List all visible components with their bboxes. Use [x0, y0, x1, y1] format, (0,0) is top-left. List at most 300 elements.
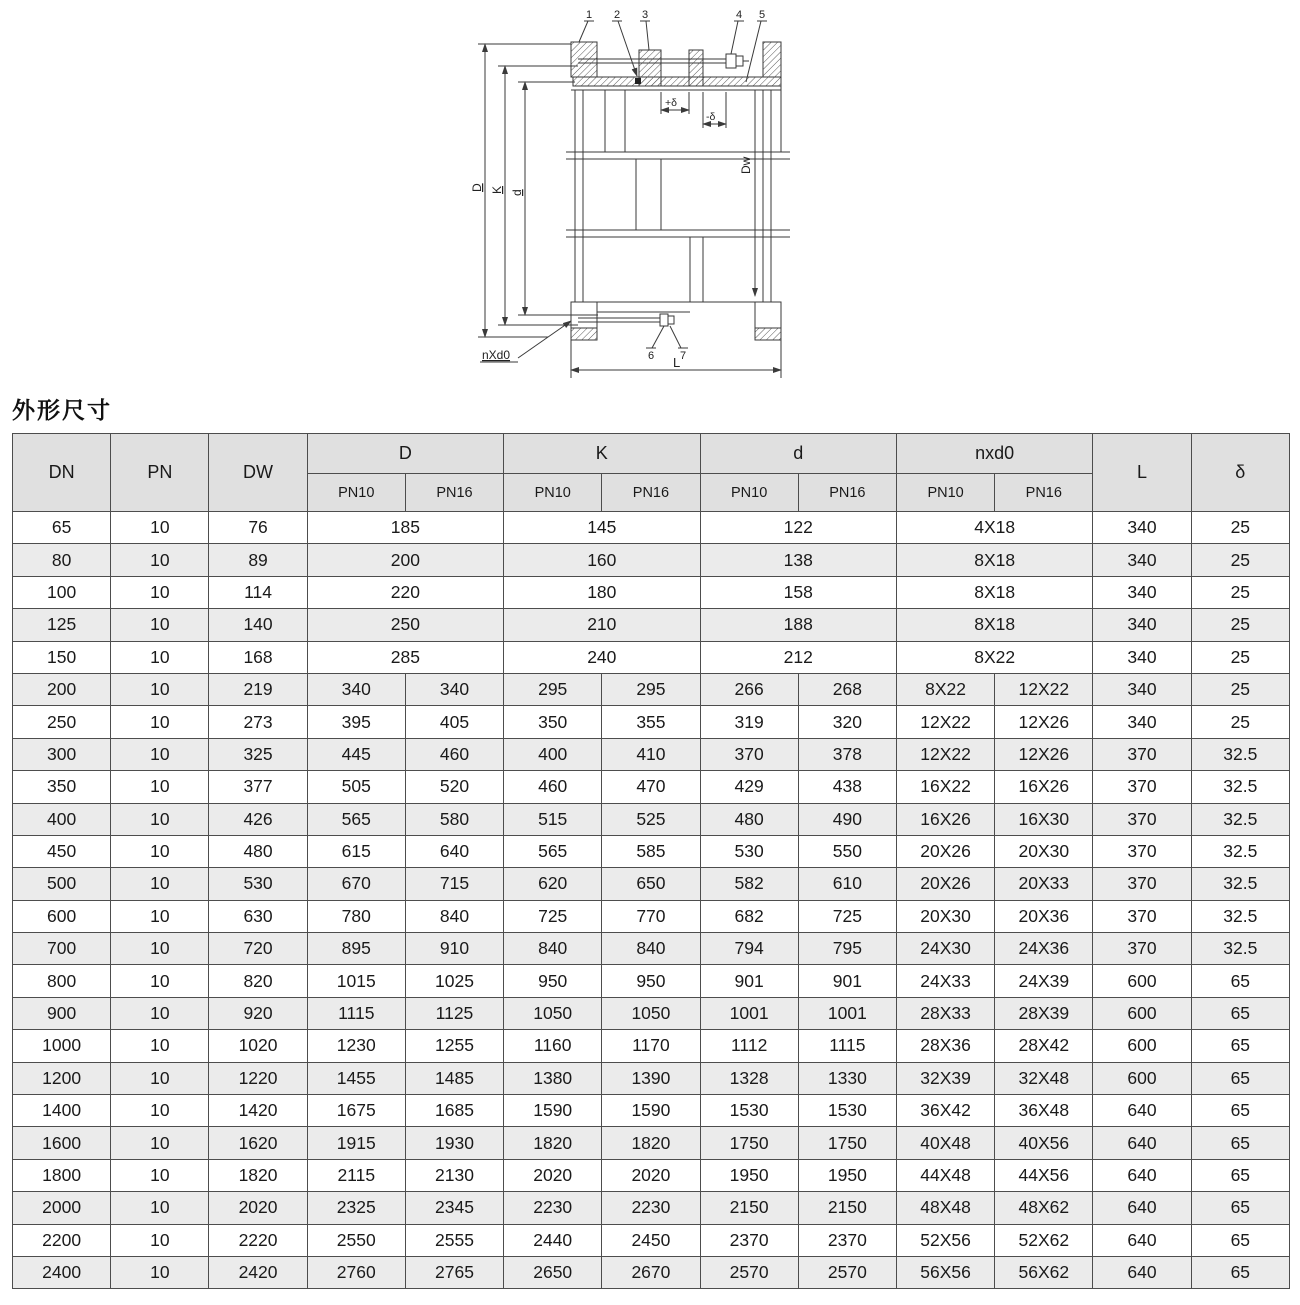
table-row — [13, 997, 1290, 1029]
table-cell: 794 — [700, 933, 798, 965]
table-cell: 1750 — [798, 1127, 896, 1159]
table-cell: 65 — [1191, 1062, 1289, 1094]
table-cell: 65 — [1191, 1256, 1289, 1288]
table-cell: 76 — [209, 512, 307, 544]
table-cell: 12X22 — [995, 673, 1093, 705]
table-cell: 725 — [798, 900, 896, 932]
table-cell: 2570 — [700, 1256, 798, 1288]
table-cell: 65 — [1191, 1030, 1289, 1062]
table-cell: 1950 — [700, 1159, 798, 1191]
dim-label-plus-delta: +δ — [665, 97, 677, 109]
table-row — [13, 868, 1290, 900]
table-cell: 395 — [307, 706, 405, 738]
table-cell: 530 — [700, 835, 798, 867]
table-cell: 325 — [209, 738, 307, 770]
table-cell: 40X56 — [995, 1127, 1093, 1159]
table-cell: 185 — [307, 512, 503, 544]
table-cell: 450 — [13, 835, 111, 867]
table-cell: 320 — [798, 706, 896, 738]
table-cell: 950 — [602, 965, 700, 997]
table-cell: 52X56 — [896, 1224, 994, 1256]
table-cell: 370 — [1093, 835, 1191, 867]
table-row — [13, 803, 1290, 835]
table-cell: 2420 — [209, 1256, 307, 1288]
table-cell: 8X18 — [896, 544, 1092, 576]
table-cell: 340 — [307, 673, 405, 705]
table-cell: 25 — [1191, 641, 1289, 673]
table-cell: 140 — [209, 609, 307, 641]
callout-7: 7 — [680, 350, 687, 362]
table-cell: 52X62 — [995, 1224, 1093, 1256]
table-cell: 410 — [602, 738, 700, 770]
table-cell: 340 — [1093, 673, 1191, 705]
table-cell: 20X26 — [896, 868, 994, 900]
table-cell: 16X26 — [896, 803, 994, 835]
table-cell: 1620 — [209, 1127, 307, 1159]
table-cell: 600 — [13, 900, 111, 932]
table-cell: 1328 — [700, 1062, 798, 1094]
table-cell: 8X22 — [896, 673, 994, 705]
table-cell: 20X30 — [896, 900, 994, 932]
table-cell: 10 — [111, 1030, 209, 1062]
table-cell: 490 — [798, 803, 896, 835]
table-cell: 1255 — [405, 1030, 503, 1062]
table-cell: 910 — [405, 933, 503, 965]
table-row — [13, 1224, 1290, 1256]
sub-header-pn10: PN10 — [307, 474, 405, 512]
col-header-dw: DW — [209, 434, 307, 512]
table-row — [13, 900, 1290, 932]
table-cell: 640 — [1093, 1159, 1191, 1191]
table-cell: 840 — [405, 900, 503, 932]
table-cell: 20X26 — [896, 835, 994, 867]
dim-label-d: d — [510, 189, 524, 196]
table-cell: 210 — [504, 609, 700, 641]
pipe-body — [566, 77, 790, 302]
col-header-nxd0: nxd0 — [896, 434, 1092, 474]
table-cell: 20X36 — [995, 900, 1093, 932]
table-row — [13, 1192, 1290, 1224]
table-cell: 32.5 — [1191, 835, 1289, 867]
callout-5: 5 — [759, 9, 766, 21]
table-cell: 12X22 — [896, 706, 994, 738]
table-cell: 32.5 — [1191, 803, 1289, 835]
table-row — [13, 1127, 1290, 1159]
table-cell: 640 — [1093, 1256, 1191, 1288]
expansion-joint-section-drawing — [438, 6, 820, 396]
table-cell: 480 — [209, 835, 307, 867]
table-row — [13, 576, 1290, 608]
table-cell: 2400 — [13, 1256, 111, 1288]
table-cell: 715 — [405, 868, 503, 900]
table-cell: 780 — [307, 900, 405, 932]
table-cell: 1600 — [13, 1127, 111, 1159]
table-cell: 2115 — [307, 1159, 405, 1191]
table-cell: 460 — [504, 771, 602, 803]
table-cell: 600 — [1093, 997, 1191, 1029]
table-cell: 266 — [700, 673, 798, 705]
table-cell: 840 — [504, 933, 602, 965]
table-cell: 2650 — [504, 1256, 602, 1288]
table-cell: 10 — [111, 1127, 209, 1159]
table-cell: 24X36 — [995, 933, 1093, 965]
table-row — [13, 641, 1290, 673]
table-cell: 8X22 — [896, 641, 1092, 673]
table-cell: 682 — [700, 900, 798, 932]
table-cell: 295 — [602, 673, 700, 705]
table-cell: 795 — [798, 933, 896, 965]
table-cell: 2230 — [602, 1192, 700, 1224]
table-cell: 25 — [1191, 673, 1289, 705]
table-cell: 20X33 — [995, 868, 1093, 900]
table-cell: 65 — [1191, 997, 1289, 1029]
table-cell: 2325 — [307, 1192, 405, 1224]
table-cell: 640 — [1093, 1095, 1191, 1127]
table-cell: 32X48 — [995, 1062, 1093, 1094]
table-cell: 2370 — [700, 1224, 798, 1256]
table-cell: 582 — [700, 868, 798, 900]
table-cell: 405 — [405, 706, 503, 738]
table-cell: 585 — [602, 835, 700, 867]
table-cell: 1820 — [209, 1159, 307, 1191]
table-cell: 400 — [13, 803, 111, 835]
col-header-l: L — [1093, 434, 1191, 512]
table-cell: 10 — [111, 1159, 209, 1191]
table-cell: 340 — [1093, 706, 1191, 738]
table-cell: 250 — [307, 609, 503, 641]
table-cell: 370 — [1093, 900, 1191, 932]
table-cell: 160 — [504, 544, 700, 576]
callout-4: 4 — [736, 9, 743, 21]
table-cell: 2150 — [700, 1192, 798, 1224]
table-cell: 901 — [700, 965, 798, 997]
table-cell: 820 — [209, 965, 307, 997]
table-cell: 1750 — [700, 1127, 798, 1159]
table-cell: 2150 — [798, 1192, 896, 1224]
table-cell: 10 — [111, 1192, 209, 1224]
table-cell: 295 — [504, 673, 602, 705]
table-cell: 44X56 — [995, 1159, 1093, 1191]
table-cell: 1015 — [307, 965, 405, 997]
table-cell: 670 — [307, 868, 405, 900]
table-cell: 1675 — [307, 1095, 405, 1127]
table-cell: 28X42 — [995, 1030, 1093, 1062]
table-cell: 28X39 — [995, 997, 1093, 1029]
table-cell: 16X26 — [995, 771, 1093, 803]
table-cell: 65 — [1191, 1224, 1289, 1256]
table-cell: 150 — [13, 641, 111, 673]
sub-header-pn16: PN16 — [995, 474, 1093, 512]
col-header-delta: δ — [1191, 434, 1289, 512]
table-cell: 650 — [602, 868, 700, 900]
table-cell: 65 — [1191, 1095, 1289, 1127]
table-cell: 20X30 — [995, 835, 1093, 867]
table-cell: 920 — [209, 997, 307, 1029]
table-cell: 4X18 — [896, 512, 1092, 544]
table-cell: 36X48 — [995, 1095, 1093, 1127]
table-cell: 1950 — [798, 1159, 896, 1191]
sub-header-pn10: PN10 — [700, 474, 798, 512]
table-cell: 1115 — [798, 1030, 896, 1062]
table-cell: 25 — [1191, 576, 1289, 608]
table-cell: 525 — [602, 803, 700, 835]
table-row — [13, 1159, 1290, 1191]
table-cell: 12X26 — [995, 706, 1093, 738]
table-cell: 720 — [209, 933, 307, 965]
table-cell: 1050 — [602, 997, 700, 1029]
table-cell: 725 — [504, 900, 602, 932]
table-cell: 1915 — [307, 1127, 405, 1159]
table-cell: 2765 — [405, 1256, 503, 1288]
table-cell: 460 — [405, 738, 503, 770]
table-cell: 700 — [13, 933, 111, 965]
table-cell: 10 — [111, 1256, 209, 1288]
table-cell: 615 — [307, 835, 405, 867]
table-cell: 2220 — [209, 1224, 307, 1256]
table-cell: 1112 — [700, 1030, 798, 1062]
table-row — [13, 738, 1290, 770]
table-row — [13, 1095, 1290, 1127]
table-cell: 470 — [602, 771, 700, 803]
table-cell: 10 — [111, 706, 209, 738]
table-cell: 520 — [405, 771, 503, 803]
table-cell: 16X30 — [995, 803, 1093, 835]
table-cell: 10 — [111, 1224, 209, 1256]
dim-label-Dw: Dw — [739, 156, 753, 174]
table-cell: 89 — [209, 544, 307, 576]
table-cell: 10 — [111, 576, 209, 608]
table-cell: 44X48 — [896, 1159, 994, 1191]
callout-1: 1 — [586, 9, 593, 21]
table-cell: 505 — [307, 771, 405, 803]
table-cell: 1001 — [700, 997, 798, 1029]
table-cell: 65 — [13, 512, 111, 544]
table-cell: 25 — [1191, 512, 1289, 544]
table-cell: 10 — [111, 900, 209, 932]
col-header-d-inner: d — [700, 434, 896, 474]
table-cell: 370 — [1093, 738, 1191, 770]
table-cell: 24X39 — [995, 965, 1093, 997]
table-cell: 36X42 — [896, 1095, 994, 1127]
table-cell: 630 — [209, 900, 307, 932]
table-row — [13, 673, 1290, 705]
table-cell: 250 — [13, 706, 111, 738]
table-cell: 32.5 — [1191, 771, 1289, 803]
table-cell: 901 — [798, 965, 896, 997]
table-cell: 640 — [1093, 1192, 1191, 1224]
table-row — [13, 512, 1290, 544]
table-cell: 48X48 — [896, 1192, 994, 1224]
sub-header-pn16: PN16 — [405, 474, 503, 512]
table-cell: 240 — [504, 641, 700, 673]
table-cell: 10 — [111, 673, 209, 705]
table-cell: 2570 — [798, 1256, 896, 1288]
col-header-dn: DN — [13, 434, 111, 512]
dim-label-minus-delta: -δ — [706, 111, 716, 123]
sub-header-pn10: PN10 — [504, 474, 602, 512]
table-row — [13, 1256, 1290, 1288]
table-row — [13, 544, 1290, 576]
table-cell: 565 — [504, 835, 602, 867]
table-cell: 640 — [405, 835, 503, 867]
page-title: 外形尺寸 — [12, 397, 112, 423]
table-cell: 10 — [111, 997, 209, 1029]
table-cell: 138 — [700, 544, 896, 576]
table-cell: 285 — [307, 641, 503, 673]
table-cell: 268 — [798, 673, 896, 705]
table-cell: 100 — [13, 576, 111, 608]
table-cell: 2020 — [504, 1159, 602, 1191]
table-cell: 340 — [1093, 609, 1191, 641]
table-cell: 350 — [504, 706, 602, 738]
dim-label-nxd0: nXd0 — [482, 348, 511, 362]
table-cell: 1820 — [504, 1127, 602, 1159]
table-cell: 1530 — [700, 1095, 798, 1127]
table-cell: 565 — [307, 803, 405, 835]
table-cell: 895 — [307, 933, 405, 965]
table-cell: 1390 — [602, 1062, 700, 1094]
table-cell: 16X22 — [896, 771, 994, 803]
table-cell: 32.5 — [1191, 900, 1289, 932]
table-cell: 32X39 — [896, 1062, 994, 1094]
table-row — [13, 609, 1290, 641]
callout-3: 3 — [642, 9, 649, 21]
table-cell: 340 — [1093, 576, 1191, 608]
table-cell: 12X22 — [896, 738, 994, 770]
dimension-table-wrap — [12, 433, 1290, 1289]
table-cell: 319 — [700, 706, 798, 738]
dim-label-L: L — [673, 355, 681, 370]
callout-leaders — [579, 21, 767, 348]
table-cell: 340 — [405, 673, 503, 705]
table-cell: 600 — [1093, 1030, 1191, 1062]
table-cell: 2550 — [307, 1224, 405, 1256]
table-cell: 2370 — [798, 1224, 896, 1256]
table-cell: 48X62 — [995, 1192, 1093, 1224]
dimension-table-body — [13, 512, 1290, 1289]
col-header-d-outer: D — [307, 434, 503, 474]
table-cell: 180 — [504, 576, 700, 608]
table-cell: 1420 — [209, 1095, 307, 1127]
table-cell: 10 — [111, 835, 209, 867]
dim-label-K: K — [490, 185, 504, 194]
table-cell: 1001 — [798, 997, 896, 1029]
table-cell: 1000 — [13, 1030, 111, 1062]
table-cell: 370 — [1093, 868, 1191, 900]
table-cell: 10 — [111, 641, 209, 673]
table-cell: 25 — [1191, 706, 1289, 738]
table-cell: 480 — [700, 803, 798, 835]
dimension-table — [12, 433, 1290, 1289]
table-cell: 445 — [307, 738, 405, 770]
table-cell: 300 — [13, 738, 111, 770]
table-cell: 1115 — [307, 997, 405, 1029]
table-cell: 32.5 — [1191, 933, 1289, 965]
table-cell: 1820 — [602, 1127, 700, 1159]
table-cell: 56X56 — [896, 1256, 994, 1288]
table-cell: 770 — [602, 900, 700, 932]
table-cell: 377 — [209, 771, 307, 803]
table-row — [13, 706, 1290, 738]
table-cell: 10 — [111, 803, 209, 835]
table-cell: 10 — [111, 965, 209, 997]
table-cell: 188 — [700, 609, 896, 641]
table-cell: 1230 — [307, 1030, 405, 1062]
table-cell: 10 — [111, 512, 209, 544]
table-cell: 2020 — [209, 1192, 307, 1224]
table-cell: 273 — [209, 706, 307, 738]
table-cell: 2020 — [602, 1159, 700, 1191]
table-cell: 32.5 — [1191, 738, 1289, 770]
table-cell: 620 — [504, 868, 602, 900]
table-cell: 500 — [13, 868, 111, 900]
table-cell: 2760 — [307, 1256, 405, 1288]
table-cell: 12X26 — [995, 738, 1093, 770]
table-cell: 370 — [1093, 803, 1191, 835]
table-row — [13, 835, 1290, 867]
table-row — [13, 965, 1290, 997]
table-cell: 40X48 — [896, 1127, 994, 1159]
table-cell: 24X33 — [896, 965, 994, 997]
table-cell: 200 — [13, 673, 111, 705]
table-cell: 65 — [1191, 1192, 1289, 1224]
table-cell: 80 — [13, 544, 111, 576]
table-cell: 200 — [307, 544, 503, 576]
table-cell: 1400 — [13, 1095, 111, 1127]
table-cell: 1200 — [13, 1062, 111, 1094]
table-cell: 125 — [13, 609, 111, 641]
table-cell: 1050 — [504, 997, 602, 1029]
callout-2: 2 — [614, 9, 621, 21]
table-row — [13, 1030, 1290, 1062]
table-cell: 212 — [700, 641, 896, 673]
table-cell: 65 — [1191, 1159, 1289, 1191]
table-cell: 1930 — [405, 1127, 503, 1159]
table-cell: 2200 — [13, 1224, 111, 1256]
table-cell: 10 — [111, 771, 209, 803]
table-row — [13, 933, 1290, 965]
table-cell: 580 — [405, 803, 503, 835]
table-cell: 56X62 — [995, 1256, 1093, 1288]
table-cell: 1380 — [504, 1062, 602, 1094]
table-cell: 530 — [209, 868, 307, 900]
table-cell: 515 — [504, 803, 602, 835]
col-header-pn: PN — [111, 434, 209, 512]
table-cell: 600 — [1093, 965, 1191, 997]
table-cell: 10 — [111, 1062, 209, 1094]
table-cell: 2440 — [504, 1224, 602, 1256]
table-cell: 10 — [111, 738, 209, 770]
table-cell: 10 — [111, 1095, 209, 1127]
table-cell: 28X36 — [896, 1030, 994, 1062]
table-cell: 158 — [700, 576, 896, 608]
bottom-flange-assembly — [571, 302, 781, 340]
table-cell: 600 — [1093, 1062, 1191, 1094]
table-cell: 355 — [602, 706, 700, 738]
table-cell: 340 — [1093, 544, 1191, 576]
table-cell: 2450 — [602, 1224, 700, 1256]
callout-6: 6 — [648, 350, 655, 362]
table-cell: 2345 — [405, 1192, 503, 1224]
sub-header-pn16: PN16 — [798, 474, 896, 512]
table-cell: 1125 — [405, 997, 503, 1029]
table-cell: 1170 — [602, 1030, 700, 1062]
table-cell: 1485 — [405, 1062, 503, 1094]
table-cell: 2555 — [405, 1224, 503, 1256]
table-cell: 220 — [307, 576, 503, 608]
table-cell: 900 — [13, 997, 111, 1029]
table-cell: 2670 — [602, 1256, 700, 1288]
